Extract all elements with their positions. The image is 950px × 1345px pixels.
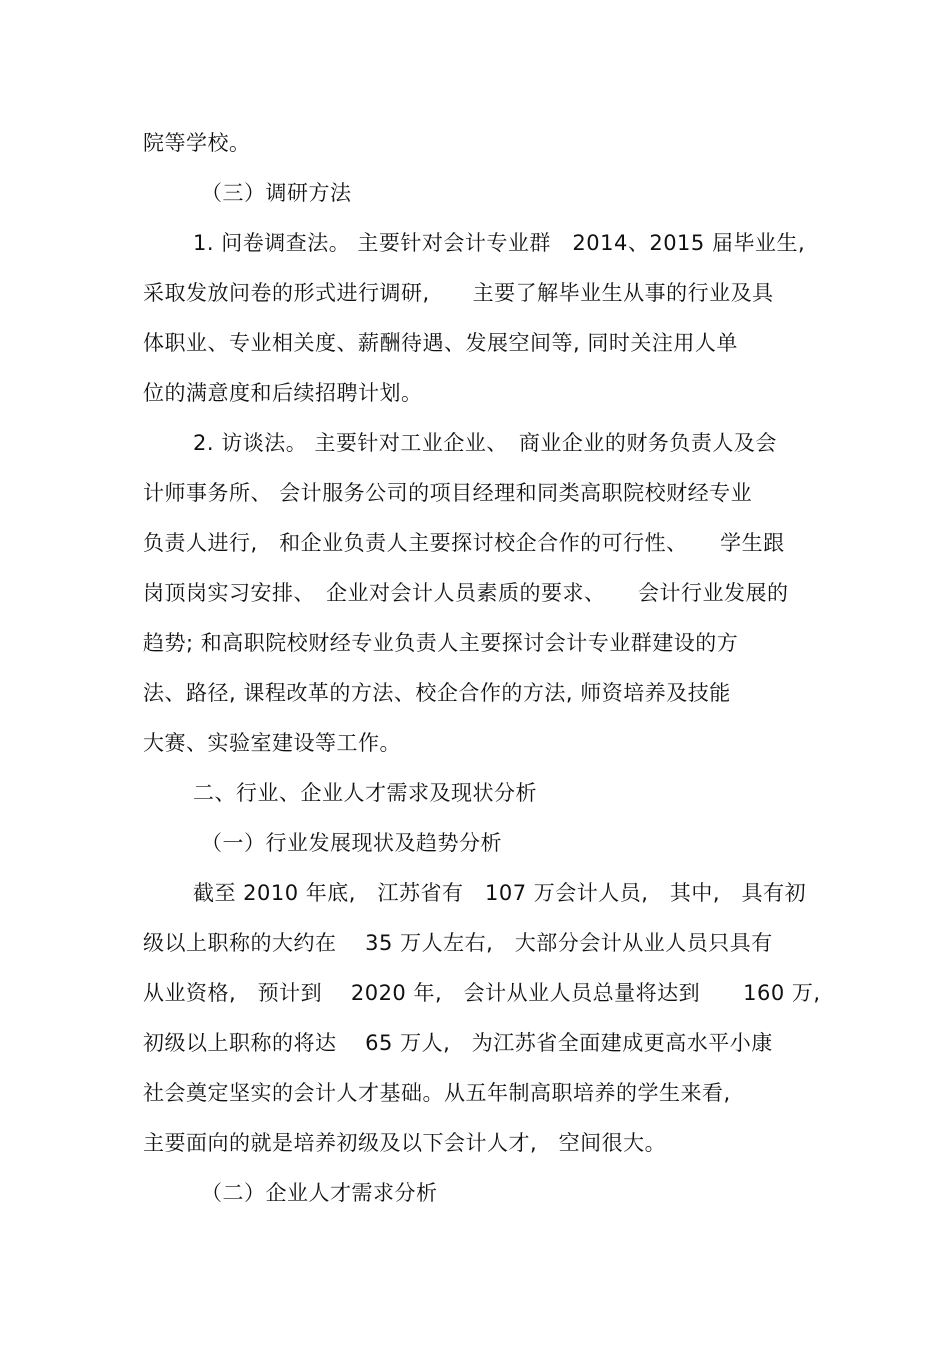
paragraph-line: 法、路径, 课程改革的方法、校企合作的方法, 师资培养及技能 xyxy=(143,681,731,705)
paragraph-line: 社会奠定坚实的会计人才基础。从五年制高职培养的学生来看, xyxy=(143,1081,731,1105)
paragraph-line: 趋势; 和高职院校财经专业负责人主要探讨会计专业群建设的方 xyxy=(143,631,739,655)
subsection-heading: （二）企业人才需求分析 xyxy=(201,1181,438,1205)
paragraph-line: 级以上职称的大约在 35 万人左右, 大部分会计从业人员只具有 xyxy=(143,931,773,955)
section-heading: （三）调研方法 xyxy=(201,181,352,205)
paragraph-line: 截至 2010 年底, 江苏省有 107 万会计人员, 其中, 具有初 xyxy=(193,881,807,905)
paragraph-line: 主要面向的就是培养初级及以下会计人才, 空间很大。 xyxy=(143,1131,667,1155)
paragraph-line: 体职业、专业相关度、薪酬待遇、发展空间等, 同时关注用人单 xyxy=(143,331,738,355)
paragraph-line: 院等学校。 xyxy=(143,131,251,155)
subsection-heading: （一）行业发展现状及趋势分析 xyxy=(201,831,502,855)
paragraph-line: 岗顶岗实习安排、 企业对会计人员素质的要求、 会计行业发展的 xyxy=(143,581,789,605)
paragraph-line: 计师事务所、 会计服务公司的项目经理和同类高职院校财经专业 xyxy=(143,481,753,505)
paragraph-line: 采取发放问卷的形式进行调研, 主要了解毕业生从事的行业及具 xyxy=(143,281,774,305)
paragraph-line: 2. 访谈法。 主要针对工业企业、 商业企业的财务负责人及会 xyxy=(193,431,777,455)
paragraph-line: 负责人进行, 和企业负责人主要探讨校企合作的可行性、 学生跟 xyxy=(143,531,785,555)
paragraph-line: 初级以上职称的将达 65 万人, 为江苏省全面建成更高水平小康 xyxy=(143,1031,773,1055)
paragraph-line: 1. 问卷调查法。 主要针对会计专业群 2014、2015 届毕业生, xyxy=(193,231,806,255)
paragraph-line: 从业资格, 预计到 2020 年, 会计从业人员总量将达到 160 万, xyxy=(143,981,821,1005)
paragraph-line: 位的满意度和后续招聘计划。 xyxy=(143,381,423,405)
section-heading: 二、行业、企业人才需求及现状分析 xyxy=(193,781,537,805)
paragraph-line: 大赛、实验室建设等工作。 xyxy=(143,731,401,755)
